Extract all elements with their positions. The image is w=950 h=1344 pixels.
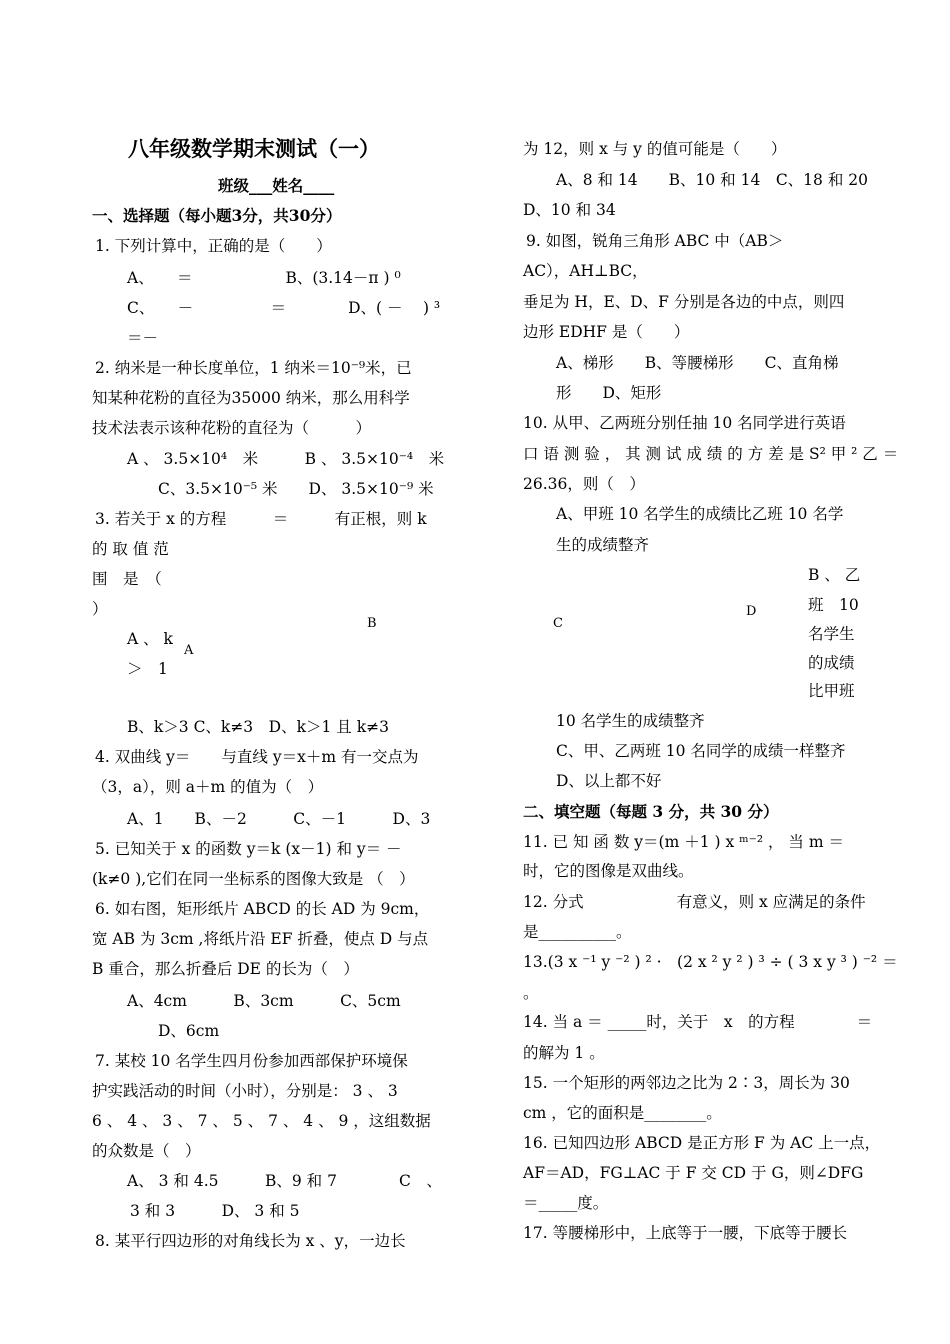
text-line-q13b: 。 <box>523 984 539 1002</box>
text-line-s1: 一、选择题（每小题3分，共30分） <box>92 206 342 225</box>
text-line-q10a: 10. 从甲、乙两班分别任抽 10 名同学进行英语 <box>523 414 846 432</box>
text-line-q6ab: A、4cm B、3cm C、5cm <box>127 992 401 1010</box>
text-line-q6c: B 重合，那么折叠后 DE 的长为（ ） <box>92 960 359 978</box>
text-line-q9c: 垂足为 H，E、D、F 分别是各边的中点，则四 <box>523 293 845 311</box>
text-line-q15a: 15. 一个矩形的两邻边之比为 2∶3，周长为 30 <box>523 1074 850 1092</box>
text-line-q6a: 6. 如右图，矩形纸片 ABCD 的长 AD 为 9cm， <box>95 900 430 918</box>
figure-label-c: C <box>553 616 563 631</box>
text-line-q7c: 6 、 4 、 3 、 7 、 5 、 7 、 4 、 9 ，这组数据 <box>92 1112 431 1130</box>
text-line-q10c: 26.36，则（ ） <box>523 475 645 493</box>
text-line-q2b: 知某种花粉的直径为35000 纳米，那么用科学 <box>92 389 410 407</box>
text-line-q2c: 技术法表示该种花粉的直径为（ ） <box>92 419 372 437</box>
text-line-q3a: 3. 若关于 x 的方程 ＝ 有正根，则 k <box>95 510 427 528</box>
text-line-q3d: ） <box>92 600 108 618</box>
text-line-q7a: 7. 某校 10 名学生四月份参加西部保护环境保 <box>95 1052 408 1070</box>
text-line-q9b: AC），AH⊥BC， <box>523 262 648 280</box>
text-line-q3A2: ＞ 1 <box>127 660 168 678</box>
text-line-q10B6: 10 名学生的成绩整齐 <box>556 712 705 730</box>
text-line-q10B4: 的成绩 <box>808 654 855 672</box>
text-line-q11a: 11. 已 知 函 数 y＝(m ＋1 ) x ᵐ⁻² ， 当 m ＝ <box>523 833 844 851</box>
page-title: 八年级数学期末测试（一） <box>128 136 380 161</box>
text-line-q7b: 护实践活动的时间（小时），分别是： 3 、 3 <box>92 1082 398 1100</box>
text-line-q5a: 5. 已知关于 x 的函数 y＝k (x－1) 和 y＝ － <box>95 840 402 858</box>
text-line-q10b: 口 语 测 验 ， 其 测 试 成 绩 的 方 差 是 S² 甲 ² 乙 ＝ <box>523 445 899 463</box>
text-line-q11b: 时，它的图像是双曲线。 <box>523 862 694 880</box>
text-line-q4b: （3，a），则 a＋m 的值为（ ） <box>92 778 324 796</box>
text-line-q10C: C、甲、乙两班 10 名同学的成绩一样整齐 <box>556 742 846 760</box>
text-line-q9ab: A、梯形 B、等腰梯形 C、直角梯 <box>556 354 839 372</box>
text-line-s2: 二、填空题（每题 3 分，共 30 分） <box>523 802 779 821</box>
text-line-q3rest: B、k＞3 C、k≠3 D、k＞1 且 k≠3 <box>127 718 389 736</box>
text-line-q2ab: A 、 3.5×10⁴ 米 B 、 3.5×10⁻⁴ 米 <box>127 450 445 468</box>
text-line-q10A1: A、甲班 10 名学生的成绩比乙班 10 名学 <box>556 505 844 523</box>
text-line-q1: 1. 下列计算中，正确的是（ ） <box>95 237 332 255</box>
figure-label-d: D <box>746 604 757 619</box>
text-line-q14a: 14. 当 a ＝ _____时，关于 x 的方程 ＝ <box>523 1013 873 1031</box>
text-line-q12b: 是__________。 <box>523 923 632 941</box>
figure-label-a: A <box>184 643 194 658</box>
text-line-q17a: 17. 等腰梯形中，上底等于一腰，下底等于腰长 <box>523 1224 848 1242</box>
text-line-q10A2: 生的成绩整齐 <box>556 536 650 554</box>
text-line-q2a: 2. 纳米是一种长度单位，1 纳米＝10⁻⁹米，已 <box>95 359 412 377</box>
text-line-q5b: (k≠0 ),它们在同一坐标系的图像大致是 （ ） <box>92 870 415 888</box>
text-line-q1d2: ＝－ <box>127 329 159 347</box>
text-line-q13a: 13.(3 x ⁻¹ y ⁻² ) ² · (2 x ² y ² ) ³ ÷ ( 3 x y ³ ) ⁻² ＝ <box>523 953 898 971</box>
text-line-q4opts: A、1 B、－2 C、－1 D、3 <box>127 810 431 828</box>
text-line-q3A1: A 、 k <box>127 630 173 648</box>
text-line-q16a: 16. 已知四边形 ABCD 是正方形 F 为 AC 上一点， <box>523 1134 881 1152</box>
text-line-q3b: 的 取 值 范 <box>92 540 169 558</box>
text-line-q7ab: A、 3 和 4.5 B、9 和 7 C 、 <box>127 1172 442 1190</box>
text-line-q10B5: 比甲班 <box>808 682 855 700</box>
figure-label-b: B <box>367 616 377 631</box>
text-line-q1ab: A、 ＝ B、(3.14－π ) ⁰ <box>127 269 401 287</box>
text-line-q7cd: 3 和 3 D、 3 和 5 <box>130 1202 300 1220</box>
text-line-q10D: D、以上都不好 <box>556 772 662 790</box>
text-line-q2cd: C、3.5×10⁻⁵ 米 D、 3.5×10⁻⁹ 米 <box>158 480 434 498</box>
text-line-q9d: 边形 EDHF 是（ ） <box>523 323 690 341</box>
text-line-q15b: cm ，它的面积是________。 <box>523 1104 722 1122</box>
text-line-q6b: 宽 AB 为 3cm ,将纸片沿 EF 折叠，使点 D 与点 <box>92 930 429 948</box>
text-line-q1cd: C、 － ＝ D、( － ) ³ <box>127 299 441 317</box>
text-line-q16b: AF＝AD，FG⊥AC 于 F 交 CD 于 G，则∠DFG <box>523 1164 864 1182</box>
text-line-q4a: 4. 双曲线 y＝ 与直线 y＝x＋m 有一交点为 <box>95 748 419 766</box>
text-line-q10B3: 名学生 <box>808 625 855 643</box>
text-line-q3c: 围 是 （ <box>92 570 162 588</box>
text-line-q8b: 为 12，则 x 与 y 的值可能是（ ） <box>523 140 787 158</box>
text-line-q8a: 8. 某平行四边形的对角线长为 x 、y，一边长 <box>95 1232 406 1250</box>
text-line-q9cd: 形 D、矩形 <box>556 384 662 402</box>
text-line-q9a: 9. 如图，锐角三角形 ABC 中（AB＞ <box>526 232 784 250</box>
text-line-q7d: 的众数是（ ） <box>92 1142 201 1160</box>
page-subtitle: 班级___姓名____ <box>218 176 335 195</box>
text-line-q16c: ＝_____度。 <box>523 1194 609 1212</box>
text-line-q10B1: B 、 乙 <box>808 566 861 584</box>
text-line-q14b: 的解为 1 。 <box>523 1044 605 1062</box>
text-line-q8abc: A、8 和 14 B、10 和 14 C、18 和 20 <box>556 171 868 189</box>
text-line-q6d: D、6cm <box>158 1022 220 1040</box>
text-line-q10B2: 班 10 <box>808 596 859 614</box>
text-line-q8d: D、10 和 34 <box>523 201 616 219</box>
text-line-q12a: 12. 分式 有意义，则 x 应满足的条件 <box>523 893 866 911</box>
